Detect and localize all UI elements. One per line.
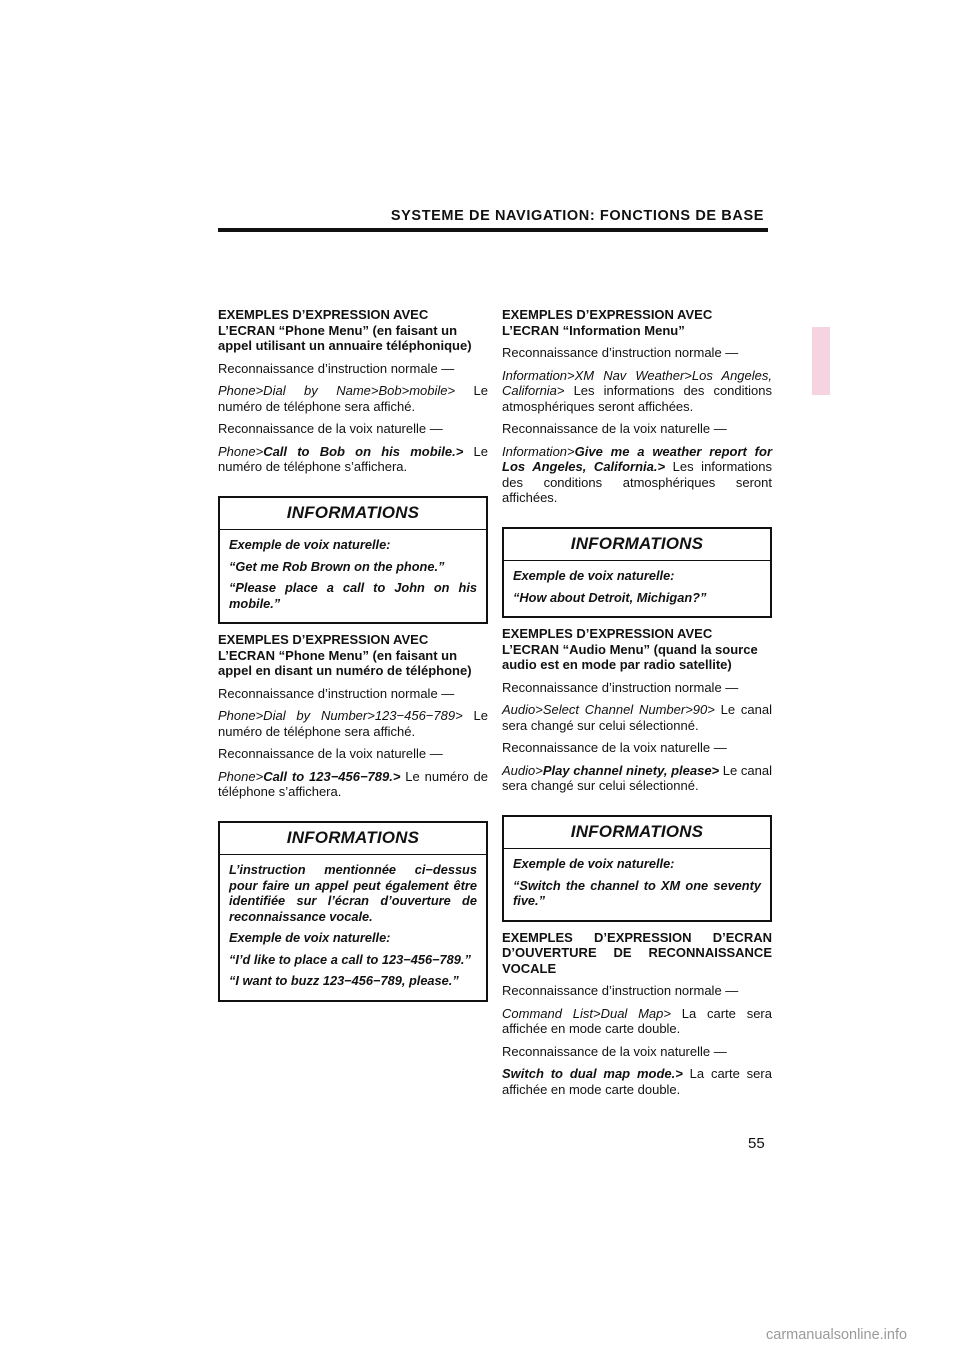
page-number: 55: [748, 1135, 765, 1152]
natural-voice-label: Reconnaissance de la voix naturelle —: [218, 746, 443, 761]
left-column: [218, 307, 488, 1010]
command-prefix: Phone>: [218, 443, 264, 459]
info-box-title: INFORMATIONS: [504, 529, 770, 562]
command-text: Give me a weather report for Los Angeles, California.>: [502, 443, 772, 474]
info-box: [218, 821, 488, 1002]
info-box: [502, 527, 772, 619]
natural-voice-label: Reconnaissance de la voix naturelle —: [502, 1043, 727, 1059]
natural-example: [218, 769, 488, 800]
info-line: “I want to buzz 123−456−789, please.”: [229, 973, 459, 988]
normal-example: [218, 708, 488, 739]
info-line: Exemple de voix naturelle:: [513, 568, 675, 583]
natural-voice-label: Reconnaissance de la voix naturelle —: [502, 740, 727, 755]
natural-voice-label: Reconnaissance de la voix naturelle —: [502, 421, 727, 436]
result-text: La carte sera affichée en mode carte double.: [502, 1066, 772, 1097]
result-text: Le numéro de téléphone sera affiché.: [218, 708, 488, 739]
info-line: Exemple de voix naturelle:: [513, 856, 675, 871]
result-text: Le numéro de téléphone sera affiché.: [218, 383, 488, 414]
command-text: Phone>Dial by Name>Bob>mobile>: [218, 383, 456, 398]
normal-recognition-label: Reconnaissance d’instruction normale —: [502, 345, 739, 360]
command-text: Call to Bob on his mobile.>: [263, 443, 464, 459]
info-line: “Get me Rob Brown on the phone.”: [229, 558, 445, 574]
normal-example: [218, 383, 488, 414]
command-prefix: Information>: [502, 443, 575, 459]
section-heading-phone-menu-number: EXEMPLES D’EXPRESSION AVEC L’ECRAN “Phone Menu” (en faisant un appel en disant un numéro de téléphone): [218, 632, 472, 678]
section-heading-phone-menu-name: EXEMPLES D’EXPRESSION AVEC L’ECRAN “Phone Menu” (en faisant un appel utilisant un annuaire téléphonique): [218, 307, 472, 353]
right-column: [502, 307, 772, 1104]
section-heading-audio-menu: EXEMPLES D’EXPRESSION AVEC L’ECRAN “Audio Menu” (quand la source audio est en mode par radio satellite): [502, 626, 758, 672]
command-text: Information>XM Nav Weather>Los Angeles, California>: [502, 367, 772, 398]
command-text: Switch to dual map mode.>: [502, 1066, 683, 1081]
section-heading-voice-opening-screen: EXEMPLES D’EXPRESSION D’ECRAN D’OUVERTURE DE RECONNAISSANCE VOCALE: [502, 929, 772, 976]
command-text: Call to 123−456−789.>: [263, 768, 401, 784]
info-line: L’instruction mentionnée ci−dessus pour faire un appel peut également être identifiée sur l’écran d’ouverture de reconnaissance vocale.: [229, 862, 477, 924]
normal-example: [502, 368, 772, 415]
info-line: “I’d like to place a call to 123−456−789.”: [229, 951, 471, 967]
normal-recognition-label: Reconnaissance d’instruction normale —: [502, 679, 739, 695]
result-text: Le canal sera changé sur celui sélectionné.: [502, 762, 772, 793]
header-rule: [218, 228, 768, 232]
result-text: Le numéro de téléphone s’affichera.: [218, 768, 488, 799]
command-text: Audio>Select Channel Number>90>: [502, 702, 715, 717]
result-text: Les informations des conditions atmosphériques seront affichées.: [502, 383, 772, 414]
info-line: “How about Detroit, Michigan?”: [513, 589, 707, 605]
command-text: Command List>Dual Map>: [502, 1005, 671, 1021]
normal-example: [502, 702, 772, 733]
result-text: Le canal sera changé sur celui sélectionné.: [502, 702, 772, 733]
result-text: Les informations des conditions atmosphériques seront affichées.: [502, 459, 772, 505]
normal-recognition-label: Reconnaissance d’instruction normale —: [218, 360, 455, 376]
info-line: “Please place a call to John on his mobile.”: [229, 580, 477, 611]
natural-example: [502, 444, 772, 506]
natural-example: [218, 444, 488, 475]
info-box-title: INFORMATIONS: [220, 498, 486, 531]
section-side-tab: [812, 327, 830, 395]
info-box: [218, 496, 488, 625]
info-line: Exemple de voix naturelle:: [229, 930, 391, 945]
info-box-title: INFORMATIONS: [504, 817, 770, 850]
natural-example: [502, 1066, 772, 1097]
section-heading-information-menu: EXEMPLES D’EXPRESSION AVEC L’ECRAN “Information Menu”: [502, 307, 713, 338]
normal-example: [502, 1006, 772, 1037]
normal-recognition-label: Reconnaissance d’instruction normale —: [502, 983, 739, 998]
info-box-title: INFORMATIONS: [220, 823, 486, 856]
natural-example: [502, 763, 772, 794]
page-header-title: SYSTEME DE NAVIGATION: FONCTIONS DE BASE: [390, 208, 764, 224]
result-text: La carte sera affichée en mode carte double.: [502, 1005, 772, 1036]
info-box: [502, 815, 772, 922]
command-text: Play channel ninety, please>: [542, 762, 720, 778]
command-text: Phone>Dial by Number>123−456−789>: [218, 708, 463, 723]
result-text: Le numéro de téléphone s’affichera.: [218, 443, 488, 474]
natural-voice-label: Reconnaissance de la voix naturelle —: [218, 421, 443, 436]
info-line: Exemple de voix naturelle:: [229, 537, 391, 552]
command-prefix: Audio>: [502, 762, 543, 778]
info-line: “Switch the channel to XM one seventy five.”: [513, 877, 761, 908]
command-prefix: Phone>: [218, 768, 264, 784]
normal-recognition-label: Reconnaissance d’instruction normale —: [218, 685, 455, 701]
watermark: carmanualsonline.info: [766, 1327, 908, 1343]
